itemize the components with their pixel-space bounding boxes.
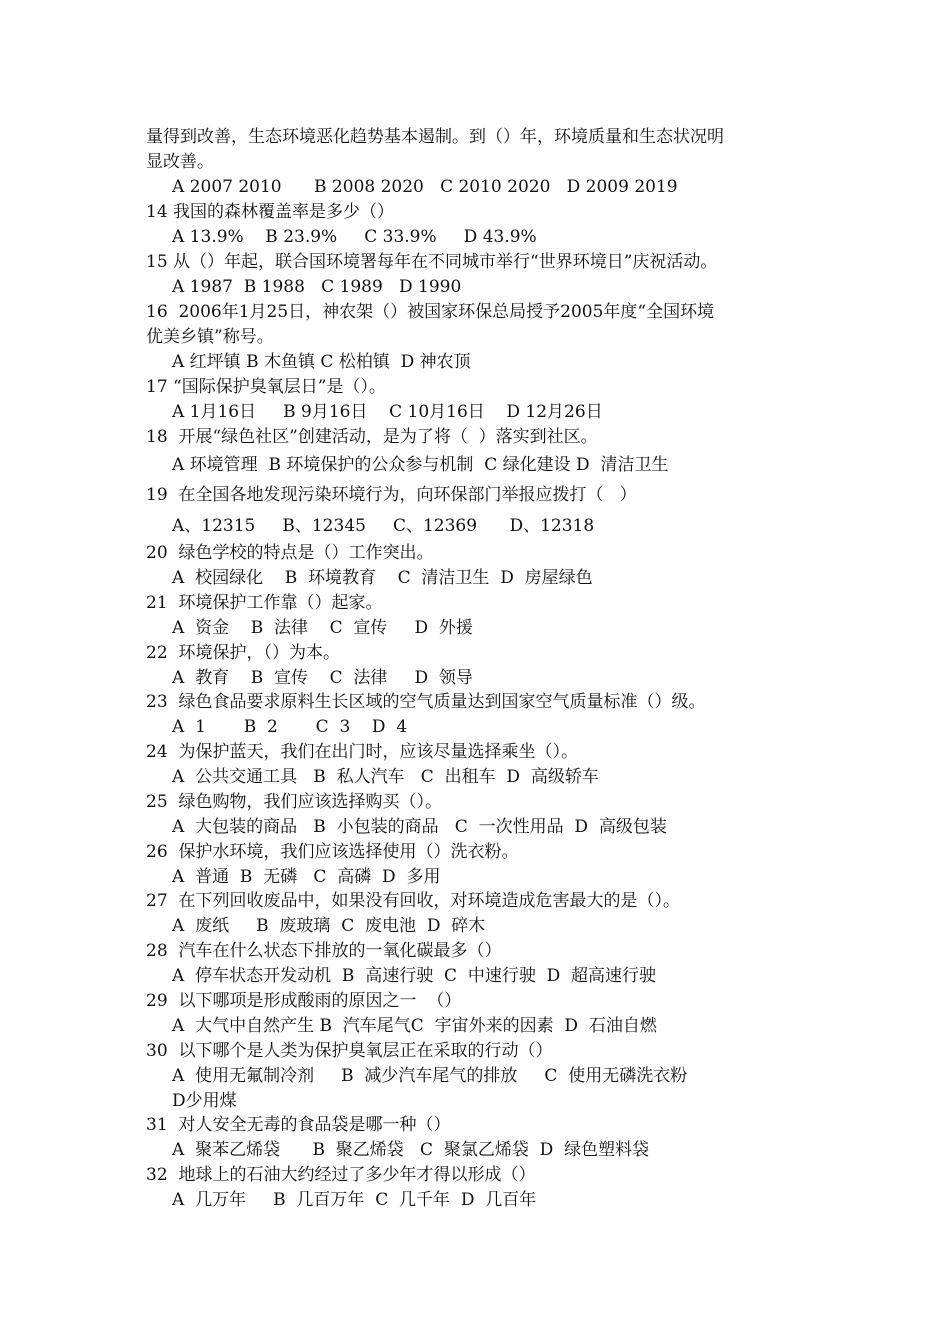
question-13-options: A 2007 2010 B 2008 2020 C 2010 2020 D 2009 2019	[172, 177, 678, 197]
question-26-options: A 普通 B 无磷 C 高磷 D 多用	[172, 867, 441, 887]
question-23-options: A 1 B 2 C 3 D 4	[172, 717, 408, 737]
question-20-options: A 校园绿化 B 环境教育 C 清洁卫生 D 房屋绿色	[172, 568, 593, 588]
question-30-text: 30 以下哪个是人类为保护臭氧层正在采取的行动（）	[146, 1041, 553, 1061]
question-18-options: A 环境管理 B 环境保护的公众参与机制 C 绿化建设 D 清洁卫生	[172, 455, 669, 475]
question-18-text: 18 开展“绿色社区”创建活动，是为了将（ ）落实到社区。	[146, 427, 598, 447]
question-16-text-1: 16 2006年1月25日，神农架（）被国家环保总局授予2005年度“全国环境	[146, 302, 715, 322]
question-22-text: 22 环境保护，（）为本。	[146, 643, 340, 663]
question-31-text: 31 对人安全无毒的食品袋是哪一种（）	[146, 1115, 451, 1135]
question-20-text: 20 绿色学校的特点是（）工作突出。	[146, 543, 434, 563]
question-27-text: 27 在下列回收废品中，如果没有回收，对环境造成危害最大的是（）。	[146, 891, 680, 911]
question-21-options: A 资金 B 法律 C 宣传 D 外援	[172, 618, 473, 638]
question-29-options: A 大气中自然产生 B 汽车尾气C 宇宙外来的因素 D 石油自燃	[172, 1016, 657, 1036]
question-15-options: A 1987 B 1988 C 1989 D 1990	[172, 277, 462, 297]
question-28-options: A 停车状态开发动机 B 高速行驶 C 中速行驶 D 超高速行驶	[172, 966, 657, 986]
question-21-text: 21 环境保护工作靠（）起家。	[146, 593, 383, 613]
question-25-options: A 大包装的商品 B 小包装的商品 C 一次性用品 D 高级包装	[172, 817, 667, 837]
question-16-text-2: 优美乡镇”称号。	[146, 327, 274, 347]
question-31-options: A 聚苯乙烯袋 B 聚乙烯袋 C 聚氯乙烯袋 D 绿色塑料袋	[172, 1140, 650, 1160]
question-30-options-cont: D少用煤	[172, 1091, 237, 1111]
question-16-options: A 红坪镇 B 木鱼镇 C 松柏镇 D 神农顶	[172, 352, 471, 372]
question-15-text: 15 从（）年起，联合国环境署每年在不同城市举行“世界环境日”庆祝活动。	[146, 252, 718, 272]
question-25-text: 25 绿色购物，我们应该选择购买（）。	[146, 792, 442, 812]
question-13-text-1: 量得到改善，生态环境恶化趋势基本遏制。到（）年，环境质量和生态状况明	[146, 127, 724, 147]
question-26-text: 26 保护水环境，我们应该选择使用（）洗衣粉。	[146, 842, 519, 862]
question-29-text: 29 以下哪项是形成酸雨的原因之一 （）	[146, 991, 462, 1011]
question-24-options: A 公共交通工具 B 私人汽车 C 出租车 D 高级轿车	[172, 767, 599, 787]
question-13-text-2: 显改善。	[146, 152, 214, 172]
question-30-options: A 使用无氟制冷剂 B 减少汽车尾气的排放 C 使用无磷洗衣粉	[172, 1066, 688, 1086]
question-23-text: 23 绿色食品要求原料生长区域的空气质量达到国家空气质量标准（）级。	[146, 692, 706, 712]
question-19-options: A、12315 B、12345 C、12369 D、12318	[172, 516, 595, 536]
question-32-text: 32 地球上的石油大约经过了多少年才得以形成（）	[146, 1165, 536, 1185]
question-32-options: A 几万年 B 几百万年 C 几千年 D 几百年	[172, 1190, 537, 1210]
question-17-options: A 1月16日 B 9月16日 C 10月16日 D 12月26日	[172, 402, 603, 422]
question-14-options: A 13.9% B 23.9% C 33.9% D 43.9%	[172, 227, 537, 247]
question-24-text: 24 为保护蓝天，我们在出门时，应该尽量选择乘坐（）。	[146, 742, 578, 762]
question-28-text: 28 汽车在什么状态下排放的一氧化碳最多（）	[146, 941, 502, 961]
question-14-text: 14 我国的森林覆盖率是多少（）	[146, 202, 395, 222]
question-22-options: A 教育 B 宣传 C 法律 D 领导	[172, 668, 473, 688]
question-17-text: 17 “国际保护臭氧层日”是（）。	[146, 377, 386, 397]
question-27-options: A 废纸 B 废玻璃 C 废电池 D 碎木	[172, 916, 486, 936]
question-19-text: 19 在全国各地发现污染环境行为，向环保部门举报应拨打（ ）	[146, 485, 637, 505]
